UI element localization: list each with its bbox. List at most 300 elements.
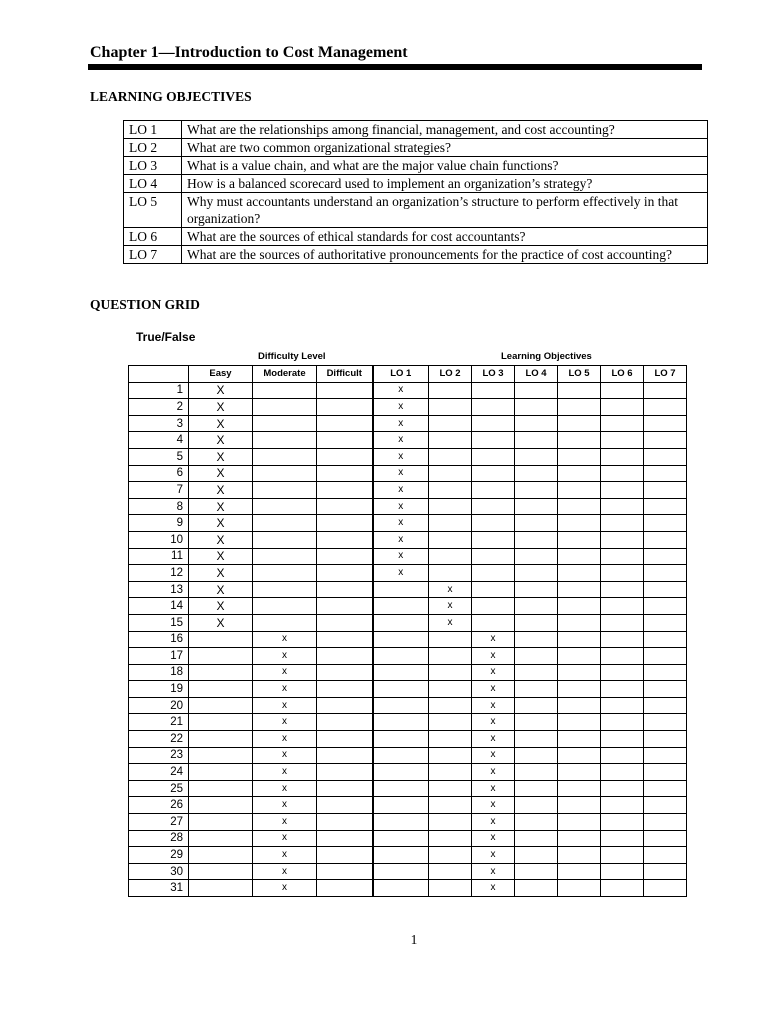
grid-cell: [429, 863, 472, 880]
grid-cell: [317, 631, 373, 648]
grid-cell: [515, 648, 558, 665]
grid-cell: [429, 548, 472, 565]
grid-row: [129, 697, 687, 714]
grid-cell: [189, 863, 253, 880]
grid-cell: [472, 432, 515, 449]
grid-cell: [317, 598, 373, 615]
grid-cell: [373, 714, 429, 731]
grid-cell: [317, 482, 373, 499]
grid-row: [129, 482, 687, 499]
grid-cell: [317, 415, 373, 432]
grid-cell: [644, 830, 687, 847]
grid-cell: [558, 797, 601, 814]
grid-mark: x: [373, 498, 429, 515]
grid-cell: [558, 565, 601, 582]
question-number: 29: [129, 847, 189, 864]
grid-mark: x: [472, 631, 515, 648]
lo-code: LO 2: [124, 139, 182, 157]
grid-cell: [189, 631, 253, 648]
question-number: 8: [129, 498, 189, 515]
grid-cell: [515, 498, 558, 515]
grid-cell: [644, 648, 687, 665]
grid-mark: x: [373, 482, 429, 499]
grid-cell: [317, 565, 373, 582]
grid-row: [129, 714, 687, 731]
grid-cell: [429, 565, 472, 582]
grid-mark: x: [253, 830, 317, 847]
grid-cell: [317, 614, 373, 631]
grid-row: [129, 631, 687, 648]
grid-cell: [429, 631, 472, 648]
grid-cell: [558, 581, 601, 598]
question-number: 6: [129, 465, 189, 482]
grid-mark: x: [373, 432, 429, 449]
grid-column-header: LO 4: [515, 366, 558, 383]
grid-cell: [558, 631, 601, 648]
question-grid-heading: QUESTION GRID: [90, 297, 200, 312]
grid-mark: x: [429, 614, 472, 631]
question-number: 3: [129, 415, 189, 432]
grid-cell: [515, 482, 558, 499]
lo-question: How is a balanced scorecard used to implement an organization’s strategy?: [182, 175, 708, 193]
grid-mark: x: [373, 415, 429, 432]
grid-mark: x: [253, 631, 317, 648]
grid-cell: [189, 764, 253, 781]
question-number: 25: [129, 780, 189, 797]
question-number: 15: [129, 614, 189, 631]
grid-cell: [515, 465, 558, 482]
grid-cell: [189, 648, 253, 665]
grid-cell: [317, 714, 373, 731]
question-number: 10: [129, 531, 189, 548]
grid-cell: [515, 614, 558, 631]
grid-mark: x: [253, 664, 317, 681]
grid-mark: x: [472, 764, 515, 781]
grid-cell: [515, 415, 558, 432]
lo-question: What are the relationships among financial, management, and cost accounting?: [182, 121, 708, 139]
grid-cell: [601, 448, 644, 465]
grid-cell: [429, 814, 472, 831]
grid-cell: [429, 432, 472, 449]
grid-cell: [644, 465, 687, 482]
grid-cell: [429, 415, 472, 432]
grid-cell: [644, 448, 687, 465]
question-number: 23: [129, 747, 189, 764]
grid-mark: x: [472, 648, 515, 665]
grid-cell: [373, 614, 429, 631]
grid-row: [129, 515, 687, 532]
grid-row: [129, 531, 687, 548]
grid-corner-cell: [129, 366, 189, 383]
grid-cell: [317, 648, 373, 665]
grid-cell: [601, 697, 644, 714]
grid-cell: [601, 681, 644, 698]
grid-cell: [429, 697, 472, 714]
grid-cell: [317, 382, 373, 399]
grid-cell: [644, 731, 687, 748]
lo-row: [124, 139, 708, 157]
grid-mark: x: [472, 731, 515, 748]
grid-mark: x: [373, 515, 429, 532]
grid-cell: [601, 614, 644, 631]
grid-cell: [644, 814, 687, 831]
grid-cell: [558, 614, 601, 631]
grid-cell: [515, 814, 558, 831]
grid-cell: [515, 847, 558, 864]
grid-mark: x: [472, 681, 515, 698]
grid-cell: [601, 465, 644, 482]
grid-row: [129, 847, 687, 864]
grid-row: [129, 747, 687, 764]
grid-cell: [189, 681, 253, 698]
grid-cell: [472, 531, 515, 548]
lo-code: LO 6: [124, 228, 182, 246]
grid-mark: x: [253, 648, 317, 665]
grid-cell: [644, 681, 687, 698]
grid-cell: [253, 498, 317, 515]
lo-code: LO 4: [124, 175, 182, 193]
grid-cell: [253, 581, 317, 598]
lo-row: [124, 228, 708, 246]
grid-cell: [601, 598, 644, 615]
grid-mark: x: [253, 863, 317, 880]
grid-cell: [429, 448, 472, 465]
grid-mark: x: [253, 780, 317, 797]
learning-objectives-body: [124, 121, 708, 264]
grid-cell: [472, 399, 515, 416]
grid-cell: [558, 448, 601, 465]
grid-mark: x: [472, 830, 515, 847]
grid-mark: X: [189, 382, 253, 399]
grid-mark: x: [253, 814, 317, 831]
question-number: 28: [129, 830, 189, 847]
grid-row: [129, 880, 687, 897]
grid-mark: x: [253, 880, 317, 897]
grid-cell: [515, 399, 558, 416]
grid-cell: [601, 531, 644, 548]
grid-mark: x: [253, 764, 317, 781]
grid-column-header: LO 3: [472, 366, 515, 383]
grid-cell: [253, 448, 317, 465]
grid-cell: [429, 780, 472, 797]
grid-cell: [644, 399, 687, 416]
question-grid-table: [128, 365, 687, 897]
grid-cell: [429, 830, 472, 847]
grid-mark: x: [429, 598, 472, 615]
lo-question: What are the sources of ethical standards for cost accountants?: [182, 228, 708, 246]
grid-cell: [373, 664, 429, 681]
grid-cell: [644, 714, 687, 731]
grid-cell: [253, 598, 317, 615]
grid-cell: [429, 648, 472, 665]
question-number: 16: [129, 631, 189, 648]
grid-cell: [558, 747, 601, 764]
lo-code: LO 5: [124, 193, 182, 228]
grid-cell: [515, 382, 558, 399]
lo-question: What are the sources of authoritative pronouncements for the practice of cost accounting?: [182, 246, 708, 264]
grid-cell: [644, 631, 687, 648]
grid-cell: [373, 814, 429, 831]
grid-cell: [472, 465, 515, 482]
grid-row: [129, 614, 687, 631]
grid-mark: x: [253, 731, 317, 748]
grid-mark: x: [472, 880, 515, 897]
grid-cell: [601, 498, 644, 515]
grid-cell: [317, 448, 373, 465]
question-number: 2: [129, 399, 189, 416]
grid-cell: [253, 548, 317, 565]
grid-cell: [317, 780, 373, 797]
grid-mark: x: [373, 382, 429, 399]
grid-cell: [601, 847, 644, 864]
grid-row: [129, 814, 687, 831]
grid-cell: [515, 515, 558, 532]
grid-cell: [644, 432, 687, 449]
grid-mark: x: [373, 531, 429, 548]
grid-cell: [558, 814, 601, 831]
learning-objectives-heading: LEARNING OBJECTIVES: [90, 89, 252, 104]
grid-cell: [429, 515, 472, 532]
grid-cell: [558, 531, 601, 548]
grid-mark: x: [373, 399, 429, 416]
grid-cell: [515, 664, 558, 681]
difficulty-level-label: Difficulty Level: [258, 351, 326, 362]
grid-column-header: LO 5: [558, 366, 601, 383]
grid-mark: X: [189, 465, 253, 482]
grid-cell: [515, 747, 558, 764]
grid-cell: [601, 482, 644, 499]
grid-cell: [644, 747, 687, 764]
grid-cell: [558, 548, 601, 565]
grid-cell: [558, 697, 601, 714]
grid-row: [129, 432, 687, 449]
grid-cell: [189, 830, 253, 847]
grid-cell: [644, 614, 687, 631]
lo-code: LO 3: [124, 157, 182, 175]
grid-cell: [373, 764, 429, 781]
grid-cell: [601, 581, 644, 598]
grid-cell: [644, 664, 687, 681]
grid-cell: [253, 515, 317, 532]
question-number: 21: [129, 714, 189, 731]
grid-cell: [644, 482, 687, 499]
question-number: 31: [129, 880, 189, 897]
grid-cell: [189, 747, 253, 764]
question-number: 12: [129, 565, 189, 582]
grid-mark: x: [472, 797, 515, 814]
grid-cell: [601, 830, 644, 847]
grid-row: [129, 797, 687, 814]
grid-cell: [644, 598, 687, 615]
grid-column-header: Moderate: [253, 366, 317, 383]
grid-cell: [253, 531, 317, 548]
grid-column-header: LO 6: [601, 366, 644, 383]
grid-mark: X: [189, 432, 253, 449]
grid-cell: [515, 731, 558, 748]
question-number: 7: [129, 482, 189, 499]
grid-cell: [189, 664, 253, 681]
grid-cell: [472, 565, 515, 582]
grid-cell: [429, 731, 472, 748]
grid-cell: [515, 565, 558, 582]
grid-row: [129, 863, 687, 880]
grid-cell: [558, 648, 601, 665]
grid-cell: [253, 399, 317, 416]
grid-cell: [472, 598, 515, 615]
grid-cell: [429, 764, 472, 781]
grid-cell: [601, 814, 644, 831]
grid-cell: [515, 780, 558, 797]
grid-cell: [515, 598, 558, 615]
lo-code: LO 7: [124, 246, 182, 264]
grid-cell: [558, 731, 601, 748]
title-rule: [88, 64, 702, 70]
grid-cell: [373, 830, 429, 847]
grid-cell: [601, 631, 644, 648]
question-number: 11: [129, 548, 189, 565]
question-number: 30: [129, 863, 189, 880]
grid-cell: [515, 681, 558, 698]
grid-cell: [253, 415, 317, 432]
grid-mark: x: [253, 681, 317, 698]
grid-cell: [189, 714, 253, 731]
grid-mark: X: [189, 482, 253, 499]
grid-cell: [373, 697, 429, 714]
grid-cell: [601, 382, 644, 399]
question-number: 14: [129, 598, 189, 615]
grid-mark: x: [472, 814, 515, 831]
grid-cell: [558, 664, 601, 681]
grid-cell: [558, 714, 601, 731]
question-number: 17: [129, 648, 189, 665]
lo-row: [124, 175, 708, 193]
grid-cell: [317, 814, 373, 831]
grid-mark: X: [189, 515, 253, 532]
grid-cell: [317, 399, 373, 416]
grid-cell: [515, 797, 558, 814]
grid-cell: [317, 664, 373, 681]
grid-cell: [429, 714, 472, 731]
grid-cell: [472, 482, 515, 499]
grid-cell: [317, 581, 373, 598]
grid-cell: [373, 681, 429, 698]
grid-cell: [373, 731, 429, 748]
grid-row: [129, 731, 687, 748]
lo-question: Why must accountants understand an organization’s structure to perform effectively in that organization?: [182, 193, 708, 228]
grid-cell: [253, 382, 317, 399]
grid-cell: [373, 847, 429, 864]
grid-row: [129, 581, 687, 598]
grid-cell: [558, 764, 601, 781]
grid-cell: [472, 415, 515, 432]
grid-cell: [644, 498, 687, 515]
grid-cell: [558, 498, 601, 515]
grid-cell: [515, 631, 558, 648]
grid-cell: [373, 780, 429, 797]
grid-column-header: Difficult: [317, 366, 373, 383]
grid-cell: [644, 515, 687, 532]
grid-mark: X: [189, 448, 253, 465]
question-grid-body: [129, 382, 687, 896]
lo-question: What are two common organizational strategies?: [182, 139, 708, 157]
grid-cell: [515, 697, 558, 714]
grid-cell: [189, 847, 253, 864]
grid-cell: [644, 880, 687, 897]
grid-cell: [644, 780, 687, 797]
grid-row: [129, 448, 687, 465]
grid-cell: [429, 465, 472, 482]
grid-cell: [317, 515, 373, 532]
grid-cell: [644, 565, 687, 582]
grid-mark: x: [472, 714, 515, 731]
grid-mark: x: [373, 565, 429, 582]
grid-cell: [472, 581, 515, 598]
grid-cell: [472, 614, 515, 631]
grid-row: [129, 681, 687, 698]
learning-objectives-group-label: Learning Objectives: [501, 351, 592, 362]
grid-cell: [472, 448, 515, 465]
question-number: 19: [129, 681, 189, 698]
grid-cell: [429, 797, 472, 814]
grid-cell: [317, 531, 373, 548]
grid-cell: [429, 747, 472, 764]
grid-cell: [644, 863, 687, 880]
grid-row: [129, 548, 687, 565]
question-number: 13: [129, 581, 189, 598]
grid-cell: [601, 863, 644, 880]
grid-cell: [317, 847, 373, 864]
true-false-label: True/False: [136, 330, 196, 344]
grid-cell: [317, 548, 373, 565]
question-number: 9: [129, 515, 189, 532]
question-number: 18: [129, 664, 189, 681]
grid-cell: [472, 515, 515, 532]
lo-row: [124, 246, 708, 264]
grid-cell: [558, 598, 601, 615]
grid-row: [129, 648, 687, 665]
question-grid-header-row: [129, 366, 687, 383]
grid-mark: X: [189, 581, 253, 598]
grid-cell: [317, 498, 373, 515]
grid-cell: [558, 515, 601, 532]
grid-cell: [558, 415, 601, 432]
grid-mark: x: [472, 863, 515, 880]
question-number: 5: [129, 448, 189, 465]
grid-cell: [558, 780, 601, 797]
grid-mark: X: [189, 498, 253, 515]
grid-cell: [515, 448, 558, 465]
grid-cell: [373, 797, 429, 814]
grid-cell: [601, 747, 644, 764]
grid-column-header: LO 7: [644, 366, 687, 383]
grid-cell: [373, 648, 429, 665]
question-number: 4: [129, 432, 189, 449]
grid-cell: [558, 880, 601, 897]
grid-cell: [601, 565, 644, 582]
grid-cell: [317, 697, 373, 714]
grid-column-header: LO 1: [373, 366, 429, 383]
grid-cell: [317, 863, 373, 880]
grid-row: [129, 382, 687, 399]
grid-cell: [317, 432, 373, 449]
grid-cell: [472, 548, 515, 565]
grid-cell: [373, 747, 429, 764]
grid-cell: [558, 399, 601, 416]
grid-mark: X: [189, 548, 253, 565]
grid-cell: [515, 830, 558, 847]
grid-mark: x: [253, 747, 317, 764]
grid-row: [129, 780, 687, 797]
